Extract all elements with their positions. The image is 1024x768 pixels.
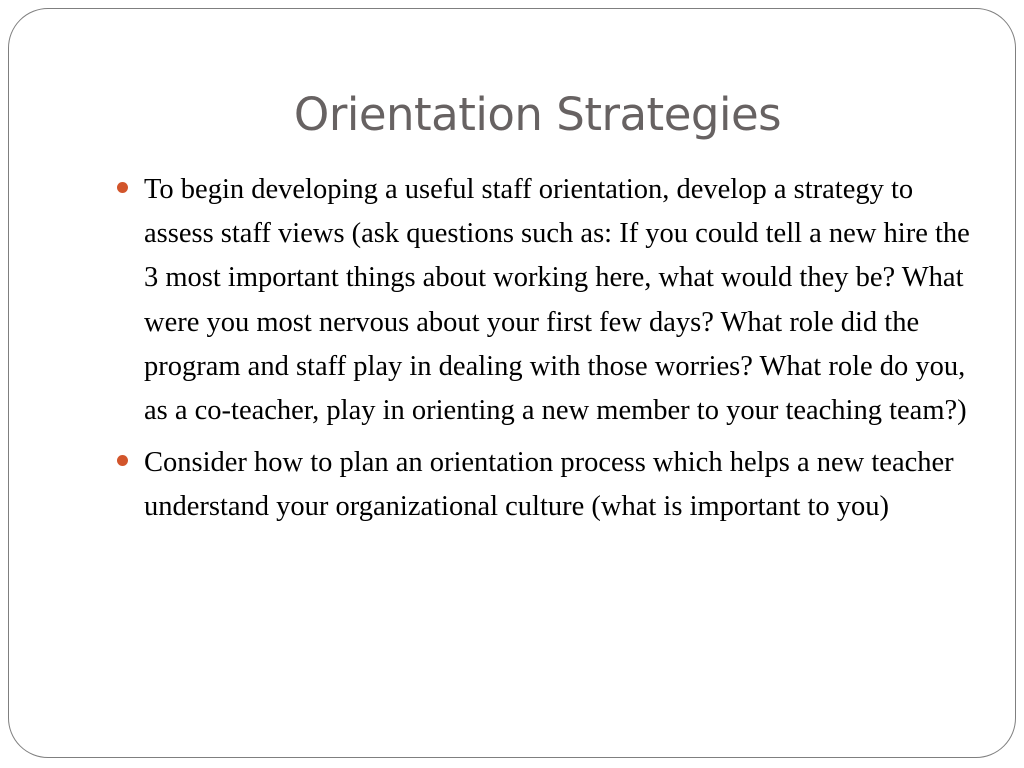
bullet-marker-icon xyxy=(117,182,128,193)
bullet-marker-icon xyxy=(117,455,128,466)
bullet-text: Consider how to plan an orientation process which helps a new teacher understand your organizational culture (what is important to you) xyxy=(144,447,954,523)
bullet-text: To begin developing a useful staff orientation, develop a strategy to assess staff views (ask questions such as: If you could tell a new hire the 3 most important things about working here, what would they be? What were you most nervous about your first few days? What role did the program and staff play in dealing with those worries? What role do you, as a co-teacher, play in orienting a new member to your teaching team?) xyxy=(144,174,970,427)
slide-title: Orientation Strategies xyxy=(293,88,782,141)
bullet-item xyxy=(110,168,970,433)
bullet-item xyxy=(110,441,970,529)
bullet-list xyxy=(110,168,970,538)
